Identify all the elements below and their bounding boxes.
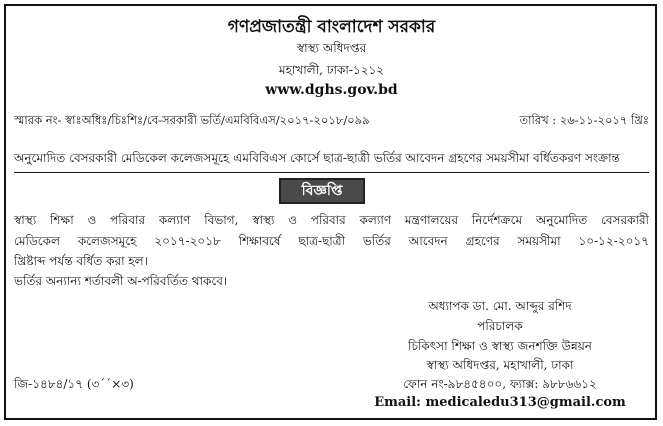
memo-date: তারিখ : ২৬-১১-২০১৭ খ্রিঃ — [519, 113, 649, 127]
body-line-2: মেডিকেল কলেজসমূহে ২০১৭-২০১৮ শিক্ষাবর্ষে ছাত্র-ছাত্রী ভর্তির আবেদন গ্রহণের সময়সীমা ১০-১২-২০১৭ — [14, 234, 649, 248]
directorate-name: স্বাস্থ্য অধিদপ্তর — [296, 41, 367, 55]
memo-reference: স্মারক নং- স্বাঃঅধিঃ/চিঃশিঃ/বে-সরকারী ভর্তি/এমবিবিএস/২০১৭-২০১৮/০৯৯ — [14, 113, 370, 127]
notice-subject: অনুমোদিত বেসরকারী মেডিকেল কলেজসমূহে এমবিবিএস কোর্সে ছাত্র-ছাত্রী ভর্তির আবেদন গ্রহণের সময়সীমা বর্ধিতকরণ সংক্রান্ত — [14, 150, 649, 173]
ad-code: জি-১৪৮৪/১৭ (৩´´×৩) — [14, 377, 134, 391]
website-link[interactable]: www.dghs.gov.bd — [265, 82, 398, 98]
contact-phone: ফোন নং-৯৮৪৫৪০০, ফ্যাক্স: ৯৮৮৬৬১২ — [403, 377, 597, 391]
signatory-office: স্বাস্থ্য অধিদপ্তর, মহাখালী, ঢাকা — [426, 358, 574, 372]
notice-label: বিজ্ঞপ্তি — [279, 178, 365, 204]
body-line-1: স্বাস্থ্য শিক্ষা ও পরিবার কল্যাণ বিভাগ, স্বাস্থ্য ও পরিবার কল্যাণ মন্ত্রণালয়ের নির্দেশক্রমে অনুমোদিত বেসরকারী — [14, 213, 649, 227]
contact-email[interactable]: Email: medicaledu313@gmail.com — [374, 395, 626, 410]
body-line-3: খ্রিষ্টাব্দ পর্যন্ত বর্ধিত করা হল। — [14, 254, 148, 268]
signatory-name: অধ্যাপক ডা. মো. আব্দুর রশিদ — [428, 299, 572, 313]
signatory-department: চিকিৎসা শিক্ষা ও স্বাস্থ্য জনশক্তি উন্নয়ন — [408, 339, 592, 353]
body-line-4: ভর্তির অন্যান্য শর্তাবলী অ-পরিবর্তিত থাকবে। — [14, 274, 228, 288]
government-title: গণপ্রজাতন্ত্রী বাংলাদেশ সরকার — [227, 17, 436, 37]
office-address: মহাখালী, ঢাকা-১২১২ — [278, 63, 385, 77]
signatory-designation: পরিচালক — [477, 319, 523, 333]
